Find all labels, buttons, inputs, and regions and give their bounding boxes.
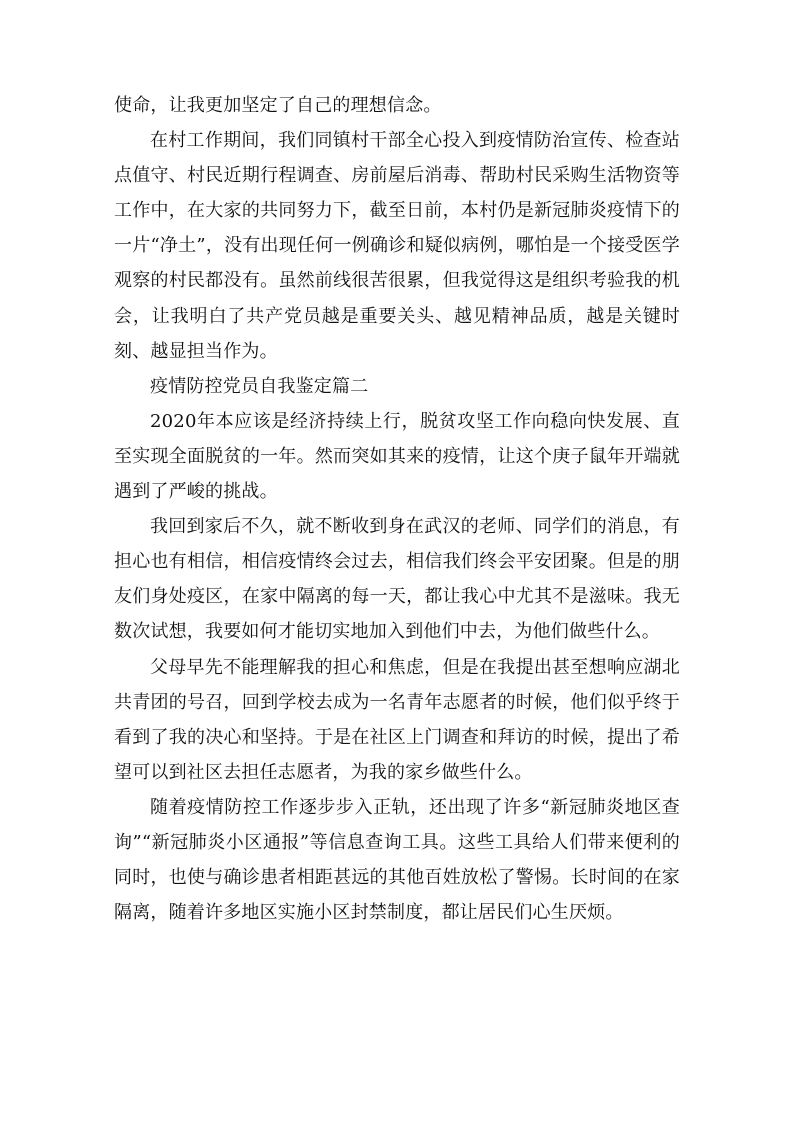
paragraph-wuhan-news: 我回到家后不久，就不断收到身在武汉的老师、同学们的消息，有担心也有相信，相信疫情终会过去，相信我们终会平安团聚。但是的朋友们身处疫区，在家中隔离的每一天，都让我心中尤其不是滋味。我无数次试想，我要如何才能切实地加入到他们中去，为他们做些什么。 — [114, 516, 680, 643]
section-heading: 疫情防控党员自我鉴定篇二 — [150, 375, 369, 397]
paragraph-2020: 2020年本应该是经济持续上行，脱贫攻坚工作向稳向快发展、直至实现全面脱贫的一年。然而突如其来的疫情，让这个庚子鼠年开端就遇到了严峻的挑战。 — [114, 410, 680, 503]
paragraph-parents: 父母早先不能理解我的担心和焦虑，但是在我提出甚至想响应湖北共青团的号召，回到学校去成为一名青年志愿者的时候，他们似乎终于看到了我的决心和坚持。于是在社区上门调查和拜访的时候，提出了希望可以到社区去担任志愿者，为我的家乡做些什么。 — [114, 656, 680, 783]
document-body — [114, 88, 680, 930]
paragraph-query-tools: 随着疫情防控工作逐步步入正轨，还出现了许多“新冠肺炎地区查询”“新冠肺炎小区通报”等信息查询工具。这些工具给人们带来便利的同时，也使与确诊患者相距甚远的其他百姓放松了警惕。长时间的在家隔离，随着许多地区实施小区封禁制度，都让居民们心生厌烦。 — [114, 796, 680, 924]
paragraph-village-work: 在村工作期间，我们同镇村干部全心投入到疫情防治宣传、检查站点值守、村民近期行程调查、房前屋后消毒、帮助村民采购生活物资等工作中，在大家的共同努力下，截至日前，本村仍是新冠肺炎疫情下的一片“净土”，没有出现任何一例确诊和疑似病例，哪怕是一个接受医学观察的村民都没有。虽然前线很苦很累，但我觉得这是组织考验我的机会，让我明白了共产党员越是重要关头、越见精神品质，越是关键时刻、越显担当作为。 — [114, 130, 680, 362]
paragraph-continuation: 使命，让我更加坚定了自己的理想信念。 — [114, 95, 442, 116]
